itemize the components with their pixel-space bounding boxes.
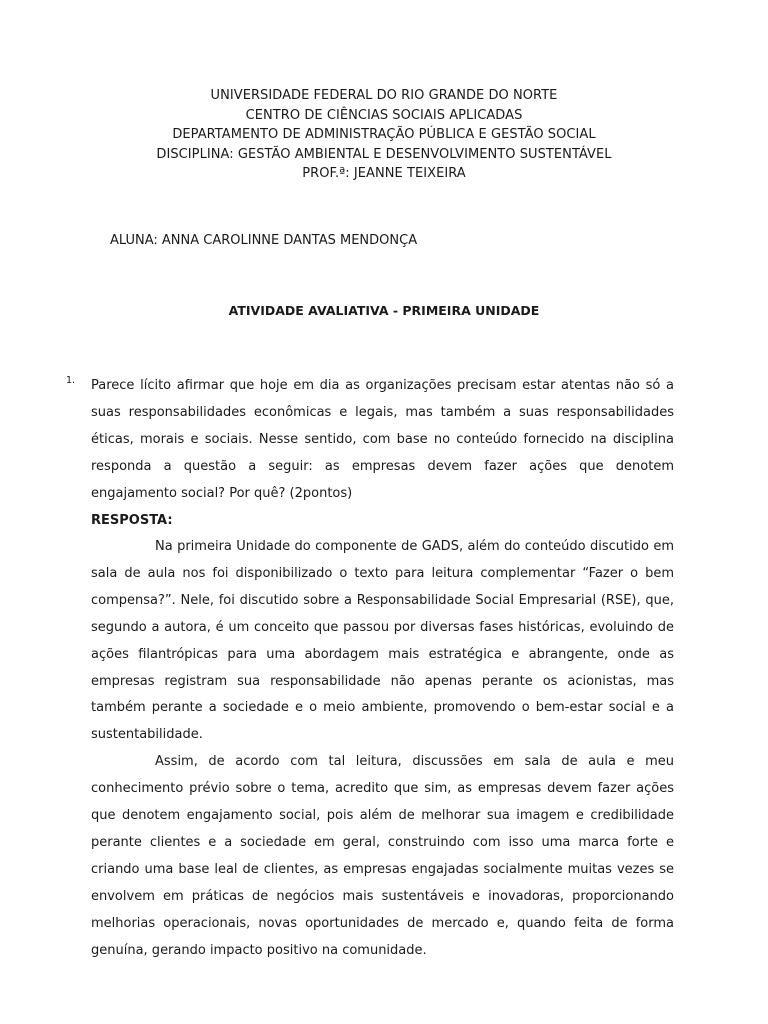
- header-professor: PROF.ª: JEANNE TEIXEIRA: [302, 166, 466, 182]
- header-discipline: DISCIPLINA: GESTÃO AMBIENTAL E DESENVOLVIMENTO SUSTENTÁVEL: [156, 146, 612, 162]
- answer-paragraph-1: Na primeira Unidade do componente de GADS, além do conteúdo discutido em sala de aula nos foi disponibilizado o texto para leitura complementar “Fazer o bem compensa?”. Nele, foi discutido sobre a Responsabilidade Social Empresarial (RSE), que, segundo a autora, é um conceito que passou por diversas fases históricas, evoluindo de ações filantrópicas para uma abordagem mais estratégica e abrangente, onde as empresas registram sua responsabilidade não apenas perante os acionistas, mas também perante a sociedade e o meio ambiente, promovendo o bem-estar social e a sustentabilidade.: [91, 539, 674, 743]
- student-name: ALUNA: ANNA CAROLINNE DANTAS MENDONÇA: [110, 233, 418, 248]
- header-university: UNIVERSIDADE FEDERAL DO RIO GRANDE DO NORTE: [210, 88, 558, 103]
- activity-title: ATIVIDADE AVALIATIVA - PRIMEIRA UNIDADE: [228, 303, 540, 318]
- institution-header: [0, 86, 768, 184]
- answer-paragraph-2: Assim, de acordo com tal leitura, discussões em sala de aula e meu conhecimento prévio sobre o tema, acredito que sim, as empresas devem fazer ações que denotem engajamento social, pois além de melhorar sua imagem e credibilidade perante clientes e a sociedade em geral, construindo com isso uma marca forte e criando uma base leal de clientes, as empresas engajadas socialmente muitas vezes se envolvem em práticas de negócios mais sustentáveis e inovadoras, proporcionando melhorias operacionais, novas oportunidades de mercado e, quando feita de forma genuína, gerando impacto positivo na comunidade.: [91, 754, 674, 958]
- answer-label: RESPOSTA:: [91, 513, 173, 528]
- header-center: CENTRO DE CIÊNCIAS SOCIAIS APLICADAS: [245, 107, 523, 123]
- question-block: [64, 372, 674, 965]
- answer-body: [91, 534, 674, 965]
- question-number: 1.: [66, 375, 76, 386]
- question-text: Parece lícito afirmar que hoje em dia as organizações precisam estar atentas não só a suas responsabilidades econômicas e legais, mas também a suas responsabilidades éticas, morais e sociais. Nesse sentido, com base no conteúdo fornecido na disciplina responda a questão a seguir: as empresas devem fazer ações que denotem engajamento social? Por quê? (2pontos): [91, 378, 674, 501]
- header-department: DEPARTAMENTO DE ADMINISTRAÇÃO PÚBLICA E GESTÃO SOCIAL: [172, 127, 596, 143]
